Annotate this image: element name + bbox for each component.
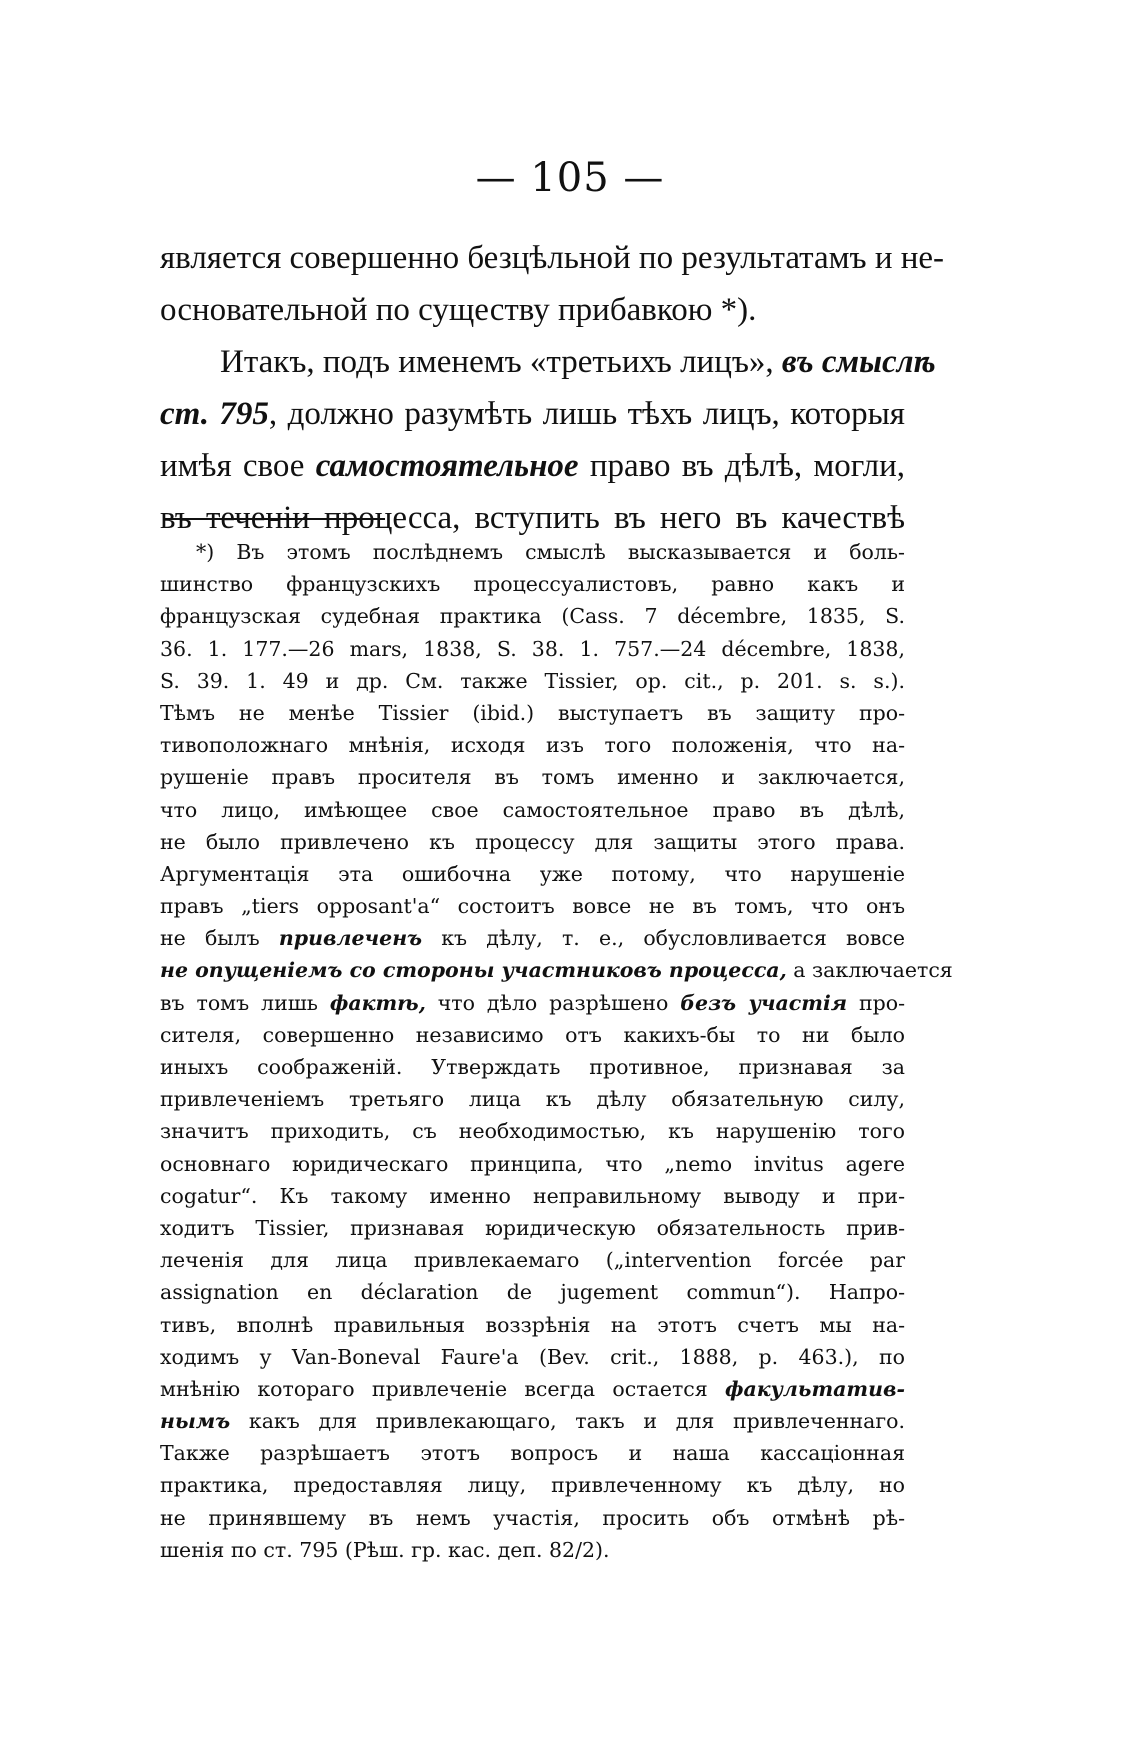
italic-text-run: нымъ <box>160 1409 231 1434</box>
footnote-line: французская судебная практика (Cass. 7 décembre, 1835, S. <box>160 604 905 629</box>
italic-text-run: безъ участія <box>680 990 848 1015</box>
footnote-line: привлеченіемъ третьяго лица къ дѣлу обязательную силу, <box>160 1087 905 1112</box>
italic-text-run: ст. 795 <box>160 396 269 432</box>
footnote-line <box>160 1373 905 1405</box>
text-run: въ томъ лишь <box>160 990 330 1015</box>
footnote-line: сителя, совершенно независимо отъ какихъ-бы то ни было <box>160 1022 905 1047</box>
text-run: право въ дѣлѣ, могли, <box>578 448 905 484</box>
italic-text-run: самостоятельное <box>315 448 579 484</box>
footnote-line <box>160 1405 905 1437</box>
footnote-line: значитъ приходить, съ необходимостью, къ нарушенію того <box>160 1119 905 1144</box>
footnote-line <box>160 954 953 986</box>
footnote-line: 36. 1. 177.—26 mars, 1838, S. 38. 1. 757.—24 décembre, 1838, <box>160 636 905 661</box>
italic-text-run: не опущеніемъ со стороны участниковъ процесса, <box>160 958 787 983</box>
italic-text-run: въ смыслѣ <box>781 344 936 380</box>
text-run: что дѣло разрѣшено <box>425 990 681 1015</box>
footnote <box>160 536 953 1566</box>
footnote-line: Аргументація эта ошибочна уже потому, что нарушеніе <box>160 861 905 886</box>
text-run: Итакъ, подъ именемъ «третьихъ лицъ», <box>220 344 782 380</box>
footnote-line: леченія для лица привлекаемаго („intervention forcée par <box>160 1248 905 1273</box>
footnote-line: шенія по ст. 795 (Рѣш. гр. кас. деп. 82/2). <box>160 1537 610 1562</box>
footnote-line: cogatur“. Къ такому именно неправильному выводу и при- <box>160 1183 905 1208</box>
main-line: основательной по существу прибавкою *). <box>160 292 757 328</box>
footnote-line: assignation en déclaration de jugement commun“). Напро- <box>160 1280 905 1305</box>
text-run: имѣя свое <box>160 448 316 484</box>
text-run: къ дѣлу, т. е., обусловливается вовсе <box>422 926 905 951</box>
footnote-line: тивоположнаго мнѣнія, исходя изъ того положенія, что на- <box>160 733 905 758</box>
footnote-line: ходитъ Tissier, признавая юридическую обязательность прив- <box>160 1215 905 1240</box>
footnote-line <box>160 987 905 1019</box>
text-run: какъ для привлекающаго, такъ и для привлеченнаго. <box>230 1409 905 1434</box>
footnote-line: иныхъ соображеній. Утверждать противное, признавая за <box>160 1055 905 1079</box>
footnote-line: ходимъ у Van-Boneval Faure'a (Bev. crit., 1888, p. 463.), по <box>160 1344 905 1369</box>
text-run: мнѣнію котораго привлеченіе всегда остается <box>160 1376 726 1401</box>
text-run: не былъ <box>160 926 279 951</box>
footnote-line <box>160 922 905 954</box>
main-line <box>160 388 905 440</box>
footnote-line: практика, предоставляя лицу, привлеченному къ дѣлу, но <box>160 1473 905 1498</box>
main-line: въ теченіи процесса, вступить въ него въ качествѣ <box>160 500 905 536</box>
text-run: а заключается <box>786 958 953 983</box>
footnote-line: Также разрѣшаетъ этотъ вопросъ и наша кассаціонная <box>160 1441 905 1466</box>
text-run: , должно разумѣть лишь тѣхъ лицъ, которыя <box>268 396 905 432</box>
footnote-line: не принявшему въ немъ участія, просить объ отмѣнѣ рѣ- <box>160 1505 905 1530</box>
italic-text-run: привлеченъ <box>278 926 423 951</box>
main-line <box>160 336 936 388</box>
footnote-line: шинство французскихъ процессуалистовъ, равно какъ и <box>160 572 905 597</box>
text-run: про- <box>847 990 905 1015</box>
footnote-line: S. 39. 1. 49 и др. См. также Tissier, op. cit., p. 201. s. s.). <box>160 668 905 693</box>
main-text <box>160 232 945 544</box>
footnote-line: не было привлечено къ процессу для защиты этого права. <box>160 829 905 854</box>
footnote-line: правъ „tiers opposant'a“ состоитъ вовсе не въ томъ, что онъ <box>160 894 905 919</box>
italic-text-run: фактѣ, <box>329 990 426 1015</box>
footnote-line: основнаго юридическаго принципа, что „nemo invitus agere <box>160 1151 905 1176</box>
footnote-line: рушеніе правъ просителя въ томъ именно и заключается, <box>160 765 905 790</box>
italic-text-run: факультатив- <box>725 1376 905 1401</box>
footnote-line: *) Въ этомъ послѣднемъ смыслѣ высказывается и боль- <box>196 540 905 564</box>
footnote-line: что лицо, имѣющее свое самостоятельное право въ дѣлѣ, <box>160 797 905 822</box>
main-line <box>160 440 905 492</box>
footnote-line: тивъ, вполнѣ правильныя воззрѣнія на этотъ счетъ мы на- <box>160 1312 905 1337</box>
footnote-separator <box>165 518 385 520</box>
main-line: является совершенно безцѣльной по результатамъ и не- <box>160 240 945 276</box>
footnote-line: Тѣмъ не менѣе Tissier (ibid.) выступаетъ въ защиту про- <box>160 700 905 725</box>
page-number: — 105 — <box>475 155 665 201</box>
